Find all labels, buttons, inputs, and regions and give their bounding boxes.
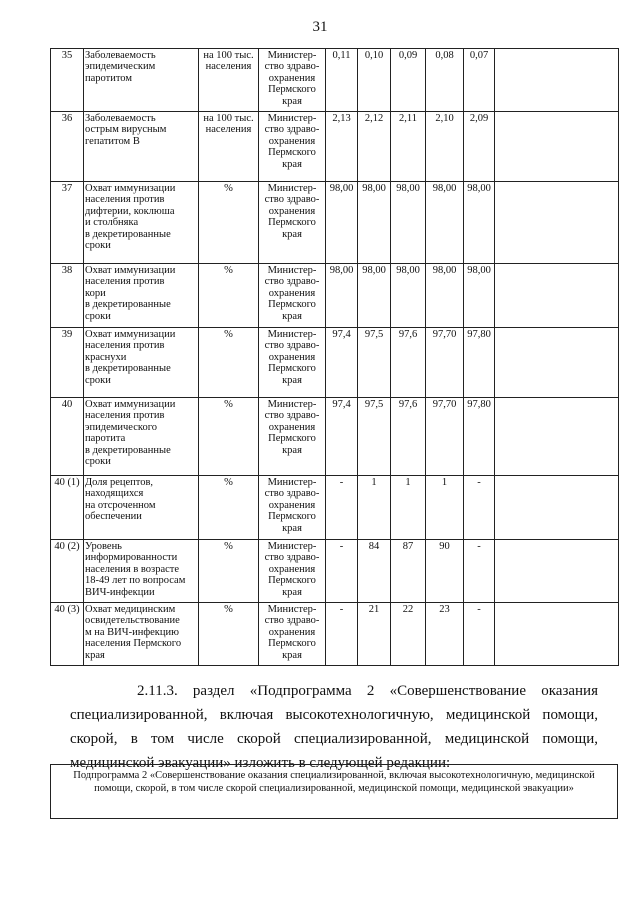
value-cell-4: 98,00 (426, 264, 464, 328)
value-cell-3: 98,00 (391, 182, 426, 264)
value-cell-5: 97,80 (464, 328, 495, 398)
table-row (51, 49, 619, 112)
value-cell-4: 23 (426, 603, 464, 666)
empty-cell (495, 398, 619, 476)
indicator-name-cell: Охват иммунизации населения против дифтерии, коклюша и столбняка в декретированные сроки (84, 182, 199, 264)
empty-cell (495, 264, 619, 328)
value-cell-4: 2,10 (426, 112, 464, 182)
value-cell-2: 1 (358, 476, 391, 540)
row-number-cell: 35 (51, 49, 84, 112)
value-cell-1: 2,13 (326, 112, 358, 182)
value-cell-2: 98,00 (358, 264, 391, 328)
table-row (51, 264, 619, 328)
responsible-org-cell: Министер- ство здраво- охранения Пермского края (259, 328, 326, 398)
page-number: 31 (312, 19, 328, 35)
responsible-org-cell: Министер- ство здраво- охранения Пермского края (259, 112, 326, 182)
unit-cell: на 100 тыс. населения (199, 49, 259, 112)
row-number-cell: 39 (51, 328, 84, 398)
unit-cell: % (199, 540, 259, 603)
unit-cell: на 100 тыс. населения (199, 112, 259, 182)
value-cell-2: 84 (358, 540, 391, 603)
value-cell-5: 2,09 (464, 112, 495, 182)
row-number-cell: 40 (1) (51, 476, 84, 540)
empty-cell (495, 540, 619, 603)
indicator-name-cell: Охват иммунизации населения против кори в декретированные сроки (84, 264, 199, 328)
table-row (51, 540, 619, 603)
value-cell-3: 0,09 (391, 49, 426, 112)
value-cell-5: 98,00 (464, 264, 495, 328)
value-cell-2: 21 (358, 603, 391, 666)
empty-cell (495, 476, 619, 540)
subprogram-header-box (50, 764, 618, 819)
value-cell-4: 97,70 (426, 328, 464, 398)
indicator-name-cell: Охват иммунизации населения против эпидемического паротита в декретированные сроки (84, 398, 199, 476)
row-number-cell: 36 (51, 112, 84, 182)
empty-cell (495, 328, 619, 398)
empty-cell (495, 49, 619, 112)
row-number-cell: 37 (51, 182, 84, 264)
value-cell-1: - (326, 603, 358, 666)
value-cell-1: 98,00 (326, 264, 358, 328)
value-cell-3: 22 (391, 603, 426, 666)
value-cell-5: 98,00 (464, 182, 495, 264)
table-row (51, 476, 619, 540)
value-cell-2: 2,12 (358, 112, 391, 182)
amendment-paragraph (70, 679, 598, 775)
responsible-org-cell: Министер- ство здраво- охранения Пермского края (259, 182, 326, 264)
value-cell-4: 90 (426, 540, 464, 603)
empty-cell (495, 603, 619, 666)
row-number-cell: 40 (3) (51, 603, 84, 666)
value-cell-1: 97,4 (326, 398, 358, 476)
value-cell-5: 97,80 (464, 398, 495, 476)
indicator-name-cell: Заболеваемость эпидемическим паротитом (84, 49, 199, 112)
indicator-name-cell: Охват иммунизации населения против краснухи в декретированные сроки (84, 328, 199, 398)
value-cell-1: 97,4 (326, 328, 358, 398)
row-number-cell: 40 (51, 398, 84, 476)
responsible-org-cell: Министер- ство здраво- охранения Пермского края (259, 603, 326, 666)
table-row (51, 112, 619, 182)
responsible-org-cell: Министер- ство здраво- охранения Пермского края (259, 476, 326, 540)
row-number-cell: 40 (2) (51, 540, 84, 603)
unit-cell: % (199, 398, 259, 476)
responsible-org-cell: Министер- ство здраво- охранения Пермского края (259, 49, 326, 112)
table-row (51, 398, 619, 476)
value-cell-3: 1 (391, 476, 426, 540)
indicator-name-cell: Охват медицинским освидетельствование м на ВИЧ-инфекцию населения Пермского края (84, 603, 199, 666)
value-cell-2: 0,10 (358, 49, 391, 112)
value-cell-4: 98,00 (426, 182, 464, 264)
value-cell-1: - (326, 540, 358, 603)
value-cell-2: 97,5 (358, 398, 391, 476)
value-cell-3: 97,6 (391, 398, 426, 476)
value-cell-4: 1 (426, 476, 464, 540)
indicator-name-cell: Заболеваемость острым вирусным гепатитом В (84, 112, 199, 182)
unit-cell: % (199, 476, 259, 540)
responsible-org-cell: Министер- ство здраво- охранения Пермского края (259, 398, 326, 476)
table-row (51, 603, 619, 666)
value-cell-1: 98,00 (326, 182, 358, 264)
value-cell-5: 0,07 (464, 49, 495, 112)
empty-cell (495, 112, 619, 182)
unit-cell: % (199, 182, 259, 264)
row-number-cell: 38 (51, 264, 84, 328)
responsible-org-cell: Министер- ство здраво- охранения Пермского края (259, 540, 326, 603)
value-cell-1: - (326, 476, 358, 540)
table-row (51, 182, 619, 264)
value-cell-5: - (464, 540, 495, 603)
unit-cell: % (199, 603, 259, 666)
value-cell-5: - (464, 476, 495, 540)
value-cell-3: 97,6 (391, 328, 426, 398)
unit-cell: % (199, 264, 259, 328)
value-cell-1: 0,11 (326, 49, 358, 112)
value-cell-4: 97,70 (426, 398, 464, 476)
subprogram-header-text: Подпрограмма 2 «Совершенствование оказания специализированной, включая высокотехнологичную, медицинской помощи, скорой, в том числе скорой специализированной, медицинской помощи, медицинской эвакуации» (73, 770, 595, 794)
indicators-table-body (51, 49, 619, 666)
indicators-table (50, 48, 619, 666)
amendment-text: 2.11.3. раздел «Подпрограмма 2 «Совершенствование оказания специализированной, включая высокотехнологичную, медицинской помощи, скорой, в том числе скорой специализированной, медицинской помощи, медицинской эвакуации» изложить в следующей редакции: (70, 683, 598, 771)
table-row (51, 328, 619, 398)
indicator-name-cell: Доля рецептов, находящихся на отсроченном обеспечении (84, 476, 199, 540)
value-cell-3: 98,00 (391, 264, 426, 328)
value-cell-3: 2,11 (391, 112, 426, 182)
empty-cell (495, 182, 619, 264)
value-cell-2: 97,5 (358, 328, 391, 398)
indicator-name-cell: Уровень информированности населения в возрасте 18-49 лет по вопросам ВИЧ-инфекции (84, 540, 199, 603)
value-cell-3: 87 (391, 540, 426, 603)
unit-cell: % (199, 328, 259, 398)
value-cell-4: 0,08 (426, 49, 464, 112)
responsible-org-cell: Министер- ство здраво- охранения Пермского края (259, 264, 326, 328)
value-cell-2: 98,00 (358, 182, 391, 264)
value-cell-5: - (464, 603, 495, 666)
